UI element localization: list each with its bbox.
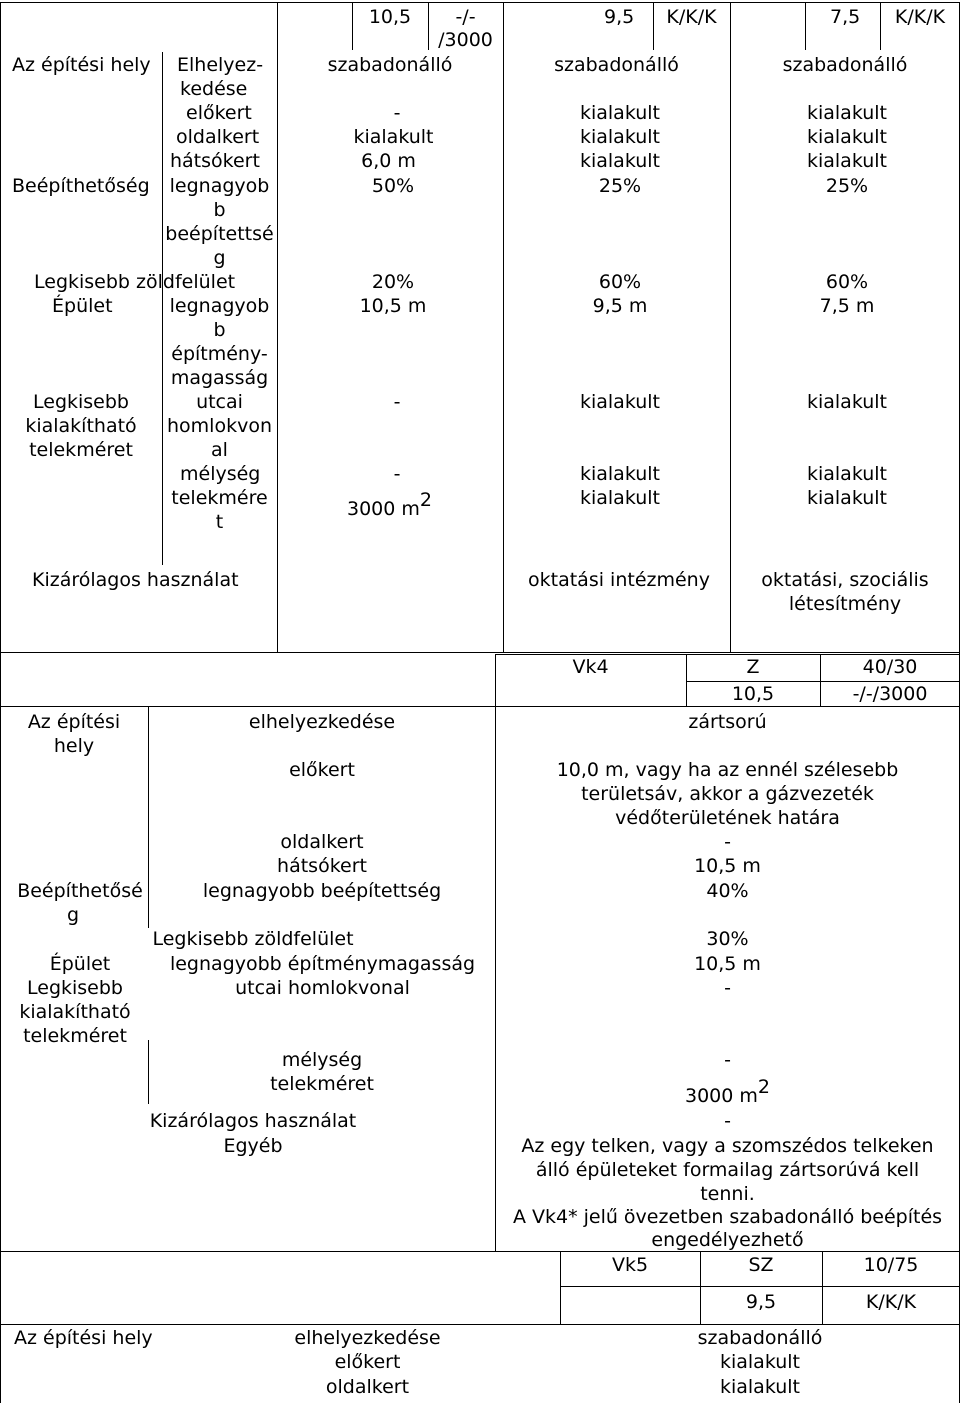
rule [560, 1286, 960, 1287]
cell-value [347, 489, 432, 521]
cell-value-cont: A Vk4* jelű övezetben szabadonálló beépítés [512, 1206, 943, 1228]
header-type: K/K/K [894, 6, 946, 28]
cell-value: - [393, 463, 401, 485]
header-height: 9,5 [604, 6, 635, 28]
cell-value: kialakult [806, 150, 888, 172]
cell-value: 10,5 m [359, 295, 427, 317]
zone-code: Vk5 [611, 1254, 649, 1276]
cell-value-cont: védőterületének határa [615, 807, 840, 829]
row-group-label-cont: kialakítható [19, 1001, 131, 1023]
zone-ratio: 40/30 [862, 656, 918, 678]
rule [277, 2, 278, 652]
zone-ratio: 10/75 [863, 1254, 919, 1276]
row-label: telekmére [171, 487, 268, 509]
row-group-label: Beépíthetősé [17, 880, 143, 902]
row-label: legnagyob [169, 295, 270, 317]
zone-code: Vk4 [572, 656, 609, 678]
cell-value: oktatási, szociális [761, 569, 929, 591]
zone-height: 9,5 [745, 1291, 777, 1313]
row-label-cont: építmény- [171, 343, 268, 365]
cell-value: 60% [598, 271, 642, 293]
header-size: -/- [455, 6, 476, 28]
cell-value: kialakult [579, 102, 661, 124]
cell-value: 9,5 m [592, 295, 648, 317]
cell-value: kialakult [806, 126, 888, 148]
row-label-cont: beépítettsé [165, 223, 274, 245]
row-label: előkert [289, 759, 355, 781]
cell-value: - [724, 1110, 731, 1132]
row-label: legnagyobb építménymagasság [169, 953, 476, 975]
cell-value: 6,0 m [361, 150, 416, 172]
cell-value: szabadonálló [697, 1327, 823, 1349]
row-label-cont: homlokvon [167, 415, 272, 437]
row-label: mélység [180, 463, 261, 485]
row-label: hátsókert [277, 855, 367, 877]
row-label-cont: g [213, 247, 226, 269]
cell-value: - [393, 391, 401, 413]
row-group-label-cont: g [67, 904, 80, 926]
rule [148, 1040, 149, 1104]
row-group-label: Legkisebb [33, 391, 129, 413]
row-group-label: Az építési [27, 711, 121, 733]
row-group-label-cont: telekméret [23, 1025, 127, 1047]
cell-value: kialakult [806, 463, 888, 485]
cell-value: kialakult [806, 487, 888, 509]
row-label: elhelyezkedése [294, 1327, 441, 1349]
row-group-label: Épület [52, 295, 113, 317]
row-label: előkert [186, 102, 252, 124]
row-group-label: Épület [49, 953, 111, 975]
cell-value-cont: engedélyezhető [651, 1229, 804, 1251]
cell-value: kialakult [719, 1376, 801, 1398]
zone-height: 10,5 [731, 683, 775, 705]
row-label: mélység [281, 1049, 363, 1071]
row-label: oldalkert [325, 1376, 410, 1398]
cell-value: Az egy telken, vagy a szomszédos telkeken [521, 1135, 934, 1157]
cell-value: szabadonálló [782, 54, 908, 76]
area-value: 3000 m [685, 1085, 758, 1107]
row-label: hátsókert [170, 150, 260, 172]
row-label-cont: b [213, 199, 226, 221]
cell-value: kialakult [806, 102, 888, 124]
cell-value-cont: létesítmény [788, 593, 902, 615]
cell-value: kialakult [719, 1351, 801, 1373]
rule [0, 652, 960, 653]
cell-value: kialakult [806, 391, 888, 413]
cell-value: 50% [371, 175, 415, 197]
row-group-label-cont: hely [53, 735, 95, 757]
cell-value: kialakult [579, 391, 661, 413]
row-label: utcai homlokvonal [235, 977, 410, 999]
row-label-cont: t [215, 511, 224, 533]
cell-value: 60% [825, 271, 869, 293]
area-superscript: 2 [757, 1076, 770, 1098]
row-group-label: Legkisebb [27, 977, 123, 999]
cell-value: kialakult [579, 150, 661, 172]
cell-value: kialakult [353, 126, 434, 148]
row-group-label-cont: telekméret [29, 439, 133, 461]
row-group-label: Az építési hely [14, 1327, 153, 1349]
rule [805, 2, 806, 50]
row-label: Legkisebb zöldfelület [34, 271, 236, 293]
row-label: Egyéb [223, 1135, 283, 1157]
rule [0, 2, 1, 652]
cell-value: 10,5 m [694, 855, 761, 877]
cell-value: kialakult [579, 126, 661, 148]
cell-value: 25% [825, 175, 869, 197]
rule [0, 2, 960, 3]
header-size-cont: /3000 [438, 29, 493, 51]
row-label: utcai [196, 391, 243, 413]
cell-value: 7,5 m [819, 295, 875, 317]
cell-value-cont: területsáv, akkor a gázvezeték [581, 783, 874, 805]
row-group-label: Az építési hely [12, 54, 151, 76]
zone-size: K/K/K [865, 1291, 917, 1313]
header-type: K/K/K [666, 6, 717, 28]
row-label: elhelyezkedése [248, 711, 396, 733]
cell-value: 20% [371, 271, 415, 293]
cell-value-cont: álló épületeket formailag zártsorúvá kell [535, 1159, 920, 1181]
row-label: legnagyobb beépítettség [202, 880, 442, 902]
zone-type: SZ [748, 1254, 774, 1276]
cell-value: 40% [706, 880, 749, 902]
row-label: Kizárólagos használat [149, 1110, 357, 1132]
cell-value: - [724, 977, 731, 999]
rule [0, 1324, 960, 1325]
cell-value: - [724, 1049, 731, 1071]
zone-size: -/-/3000 [852, 683, 928, 705]
cell-value: oktatási intézmény [528, 569, 710, 591]
cell-value: szabadonálló [327, 54, 453, 76]
cell-value: kialakult [579, 487, 661, 509]
row-label: előkert [334, 1351, 401, 1373]
cell-value: 25% [598, 175, 642, 197]
header-height: 10,5 [368, 6, 412, 28]
row-label: legnagyob [169, 175, 270, 197]
cell-value: 10,0 m, vagy ha az ennél szélesebb [556, 759, 899, 781]
rule [0, 706, 960, 707]
row-group-label-cont: kialakítható [25, 415, 137, 437]
row-label-cont: kedése [180, 78, 248, 100]
cell-value: - [724, 831, 731, 853]
cell-value: zártsorú [688, 711, 767, 733]
area-value: 3000 m [347, 498, 420, 520]
cell-value [495, 1076, 960, 1108]
cell-value: kialakult [579, 463, 661, 485]
cell-value: 30% [706, 928, 749, 950]
area-superscript: 2 [419, 489, 432, 511]
cell-value: szabadonálló [554, 54, 679, 76]
row-label-cont: al [211, 439, 228, 461]
row-label: oldalkert [280, 831, 364, 853]
rule [0, 1251, 1, 1403]
rule [730, 2, 731, 652]
cell-value: 10,5 m [694, 953, 761, 975]
cell-value: - [393, 102, 401, 124]
zone-type: Z [746, 656, 760, 678]
row-label: Elhelyez- [177, 54, 264, 76]
row-label: oldalkert [176, 126, 260, 148]
rule [503, 2, 504, 652]
cell-value-cont: tenni. [700, 1183, 755, 1205]
row-label: Legkisebb zöldfelület [152, 928, 354, 950]
row-label-cont: magasság [170, 367, 269, 389]
row-label-cont: b [213, 319, 226, 341]
row-group-label: Beépíthetőség [12, 175, 150, 197]
header-height: 7,5 [830, 6, 861, 28]
row-label: Kizárólagos használat [32, 569, 239, 591]
row-label: telekméret [270, 1073, 374, 1095]
